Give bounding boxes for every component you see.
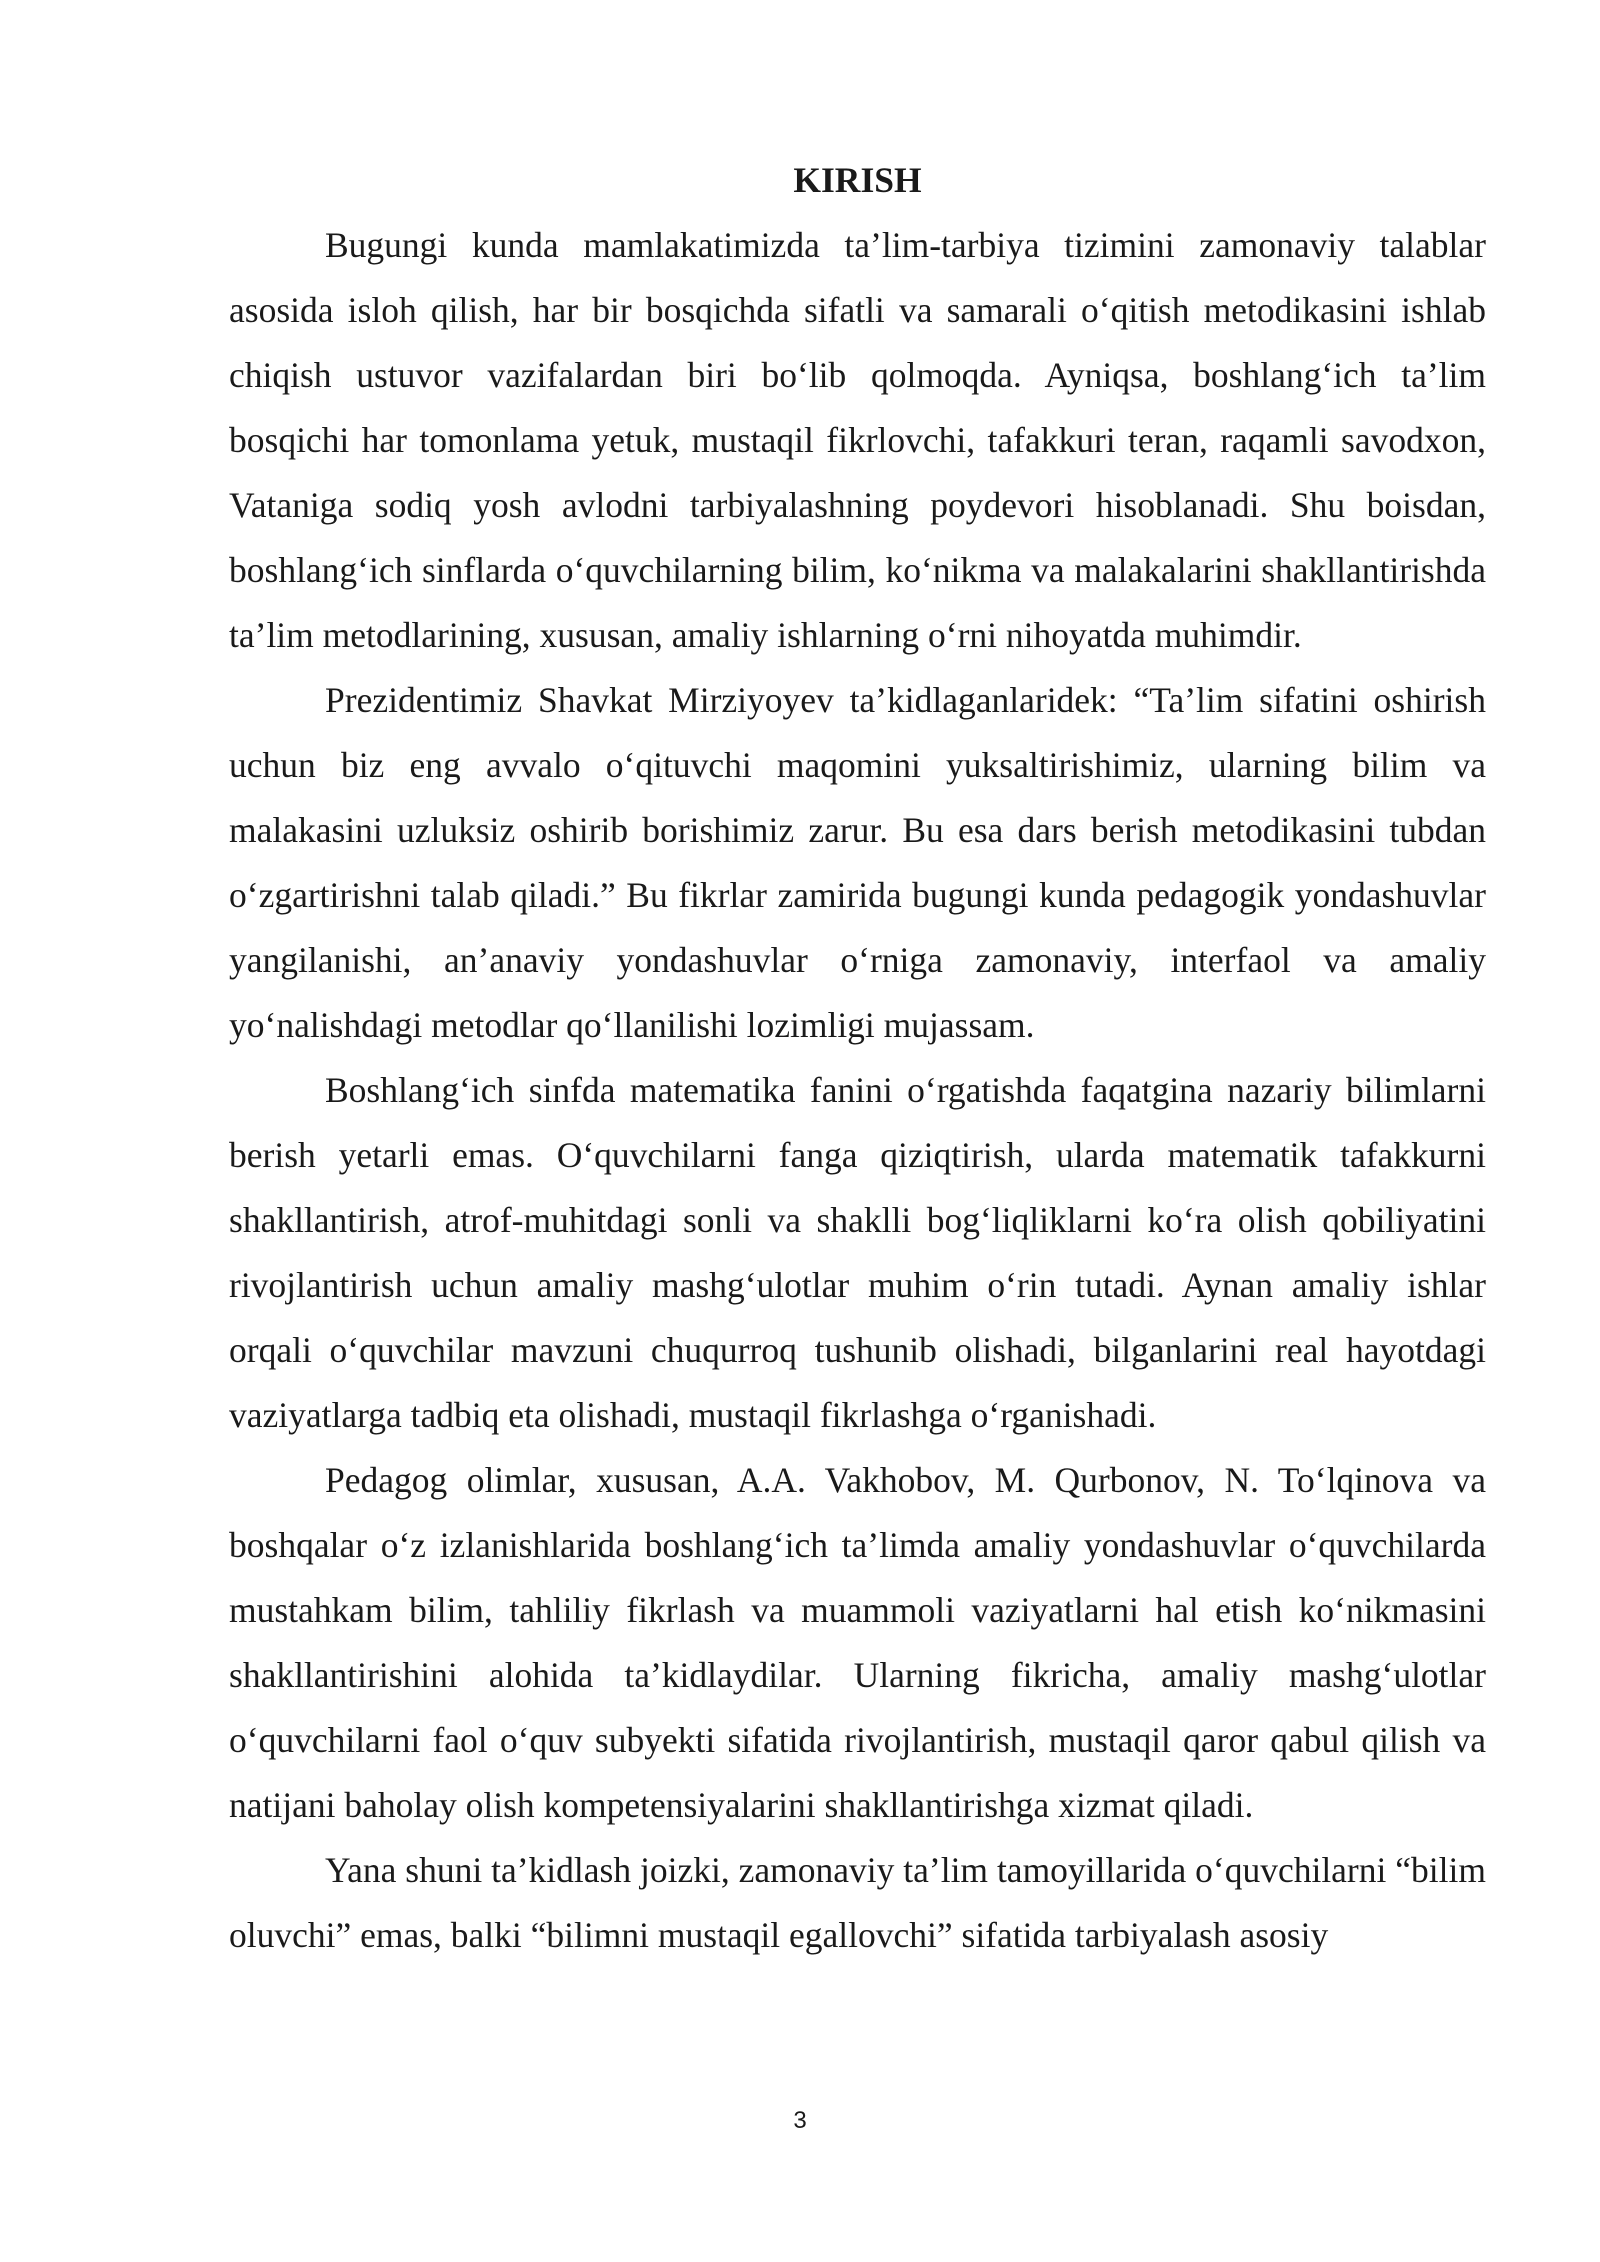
page-number: 3 xyxy=(793,2107,807,2134)
section-title: KIRISH xyxy=(793,160,922,200)
paragraph: Boshlang‘ich sinfda matematika fanini o‘rgatishda faqatgina nazariy bilimlarni berish yetarli emas. O‘quvchilarni fanga qiziqtirish, ularda matematik tafakkurni shakllantirish, atrof-muhitdagi sonli va shaklli bog‘liqliklarni ko‘ra olish qobiliyatini rivojlantirish uchun amaliy mashg‘ulotlar muhim o‘rin tutadi. Aynan amaliy ishlar orqali o‘quvchilar mavzuni chuqurroq tushunib olishadi, bilganlarini real hayotdagi vaziyatlarga tadbiq eta olishadi, mustaqil fikrlashga o‘rganishadi. xyxy=(229,1070,1486,1435)
paragraph: Prezidentimiz Shavkat Mirziyoyev ta’kidlaganlaridek: “Ta’lim sifatini oshirish uchun biz eng avvalo o‘qituvchi maqomini yuksaltirishimiz, ularning bilim va malakasini uzluksiz oshirib borishimiz zarur. Bu esa dars berish metodikasini tubdan o‘zgartirishni talab qiladi.” Bu fikrlar zamirida bugungi kunda pedagogik yondashuvlar yangilanishi, an’anaviy yondashuvlar o‘rniga zamonaviy, interfaol va amaliy yo‘nalishdagi metodlar qo‘llanilishi lozimligi mujassam. xyxy=(229,680,1486,1045)
paragraph: Bugungi kunda mamlakatimizda ta’lim-tarbiya tizimini zamonaviy talablar asosida isloh qilish, har bir bosqichda sifatli va samarali o‘qitish metodikasini ishlab chiqish ustuvor vazifalardan biri bo‘lib qolmoqda. Ayniqsa, boshlang‘ich ta’lim bosqichi har tomonlama yetuk, mustaqil fikrlovchi, tafakkuri teran, raqamli savodxon, Vataniga sodiq yosh avlodni tarbiyalashning poydevori hisoblanadi. Shu boisdan, boshlang‘ich sinflarda o‘quvchilarning bilim, ko‘nikma va malakalarini shakllantirishda ta’lim metodlarining, xususan, amaliy ishlarning o‘rni nihoyatda muhimdir. xyxy=(229,225,1486,655)
paragraph: Yana shuni ta’kidlash joizki, zamonaviy ta’lim tamoyillarida o‘quvchilarni “bilim oluvchi” emas, balki “bilimni mustaqil egallovchi” sifatida tarbiyalash asosiy xyxy=(229,1850,1486,1955)
page-body xyxy=(229,148,1486,1968)
paragraph: Pedagog olimlar, xususan, A.A. Vakhobov, M. Qurbonov, N. To‘lqinova va boshqalar o‘z izlanishlarida boshlang‘ich ta’limda amaliy yondashuvlar o‘quvchilarda mustahkam bilim, tahliliy fikrlash va muammoli vaziyatlarni hal etish ko‘nikmasini shakllantirishini alohida ta’kidlaydilar. Ularning fikricha, amaliy mashg‘ulotlar o‘quvchilarni faol o‘quv subyekti sifatida rivojlantirish, mustaqil qaror qabul qilish va natijani baholay olish kompetensiyalarini shakllantirishga xizmat qiladi. xyxy=(229,1460,1486,1825)
